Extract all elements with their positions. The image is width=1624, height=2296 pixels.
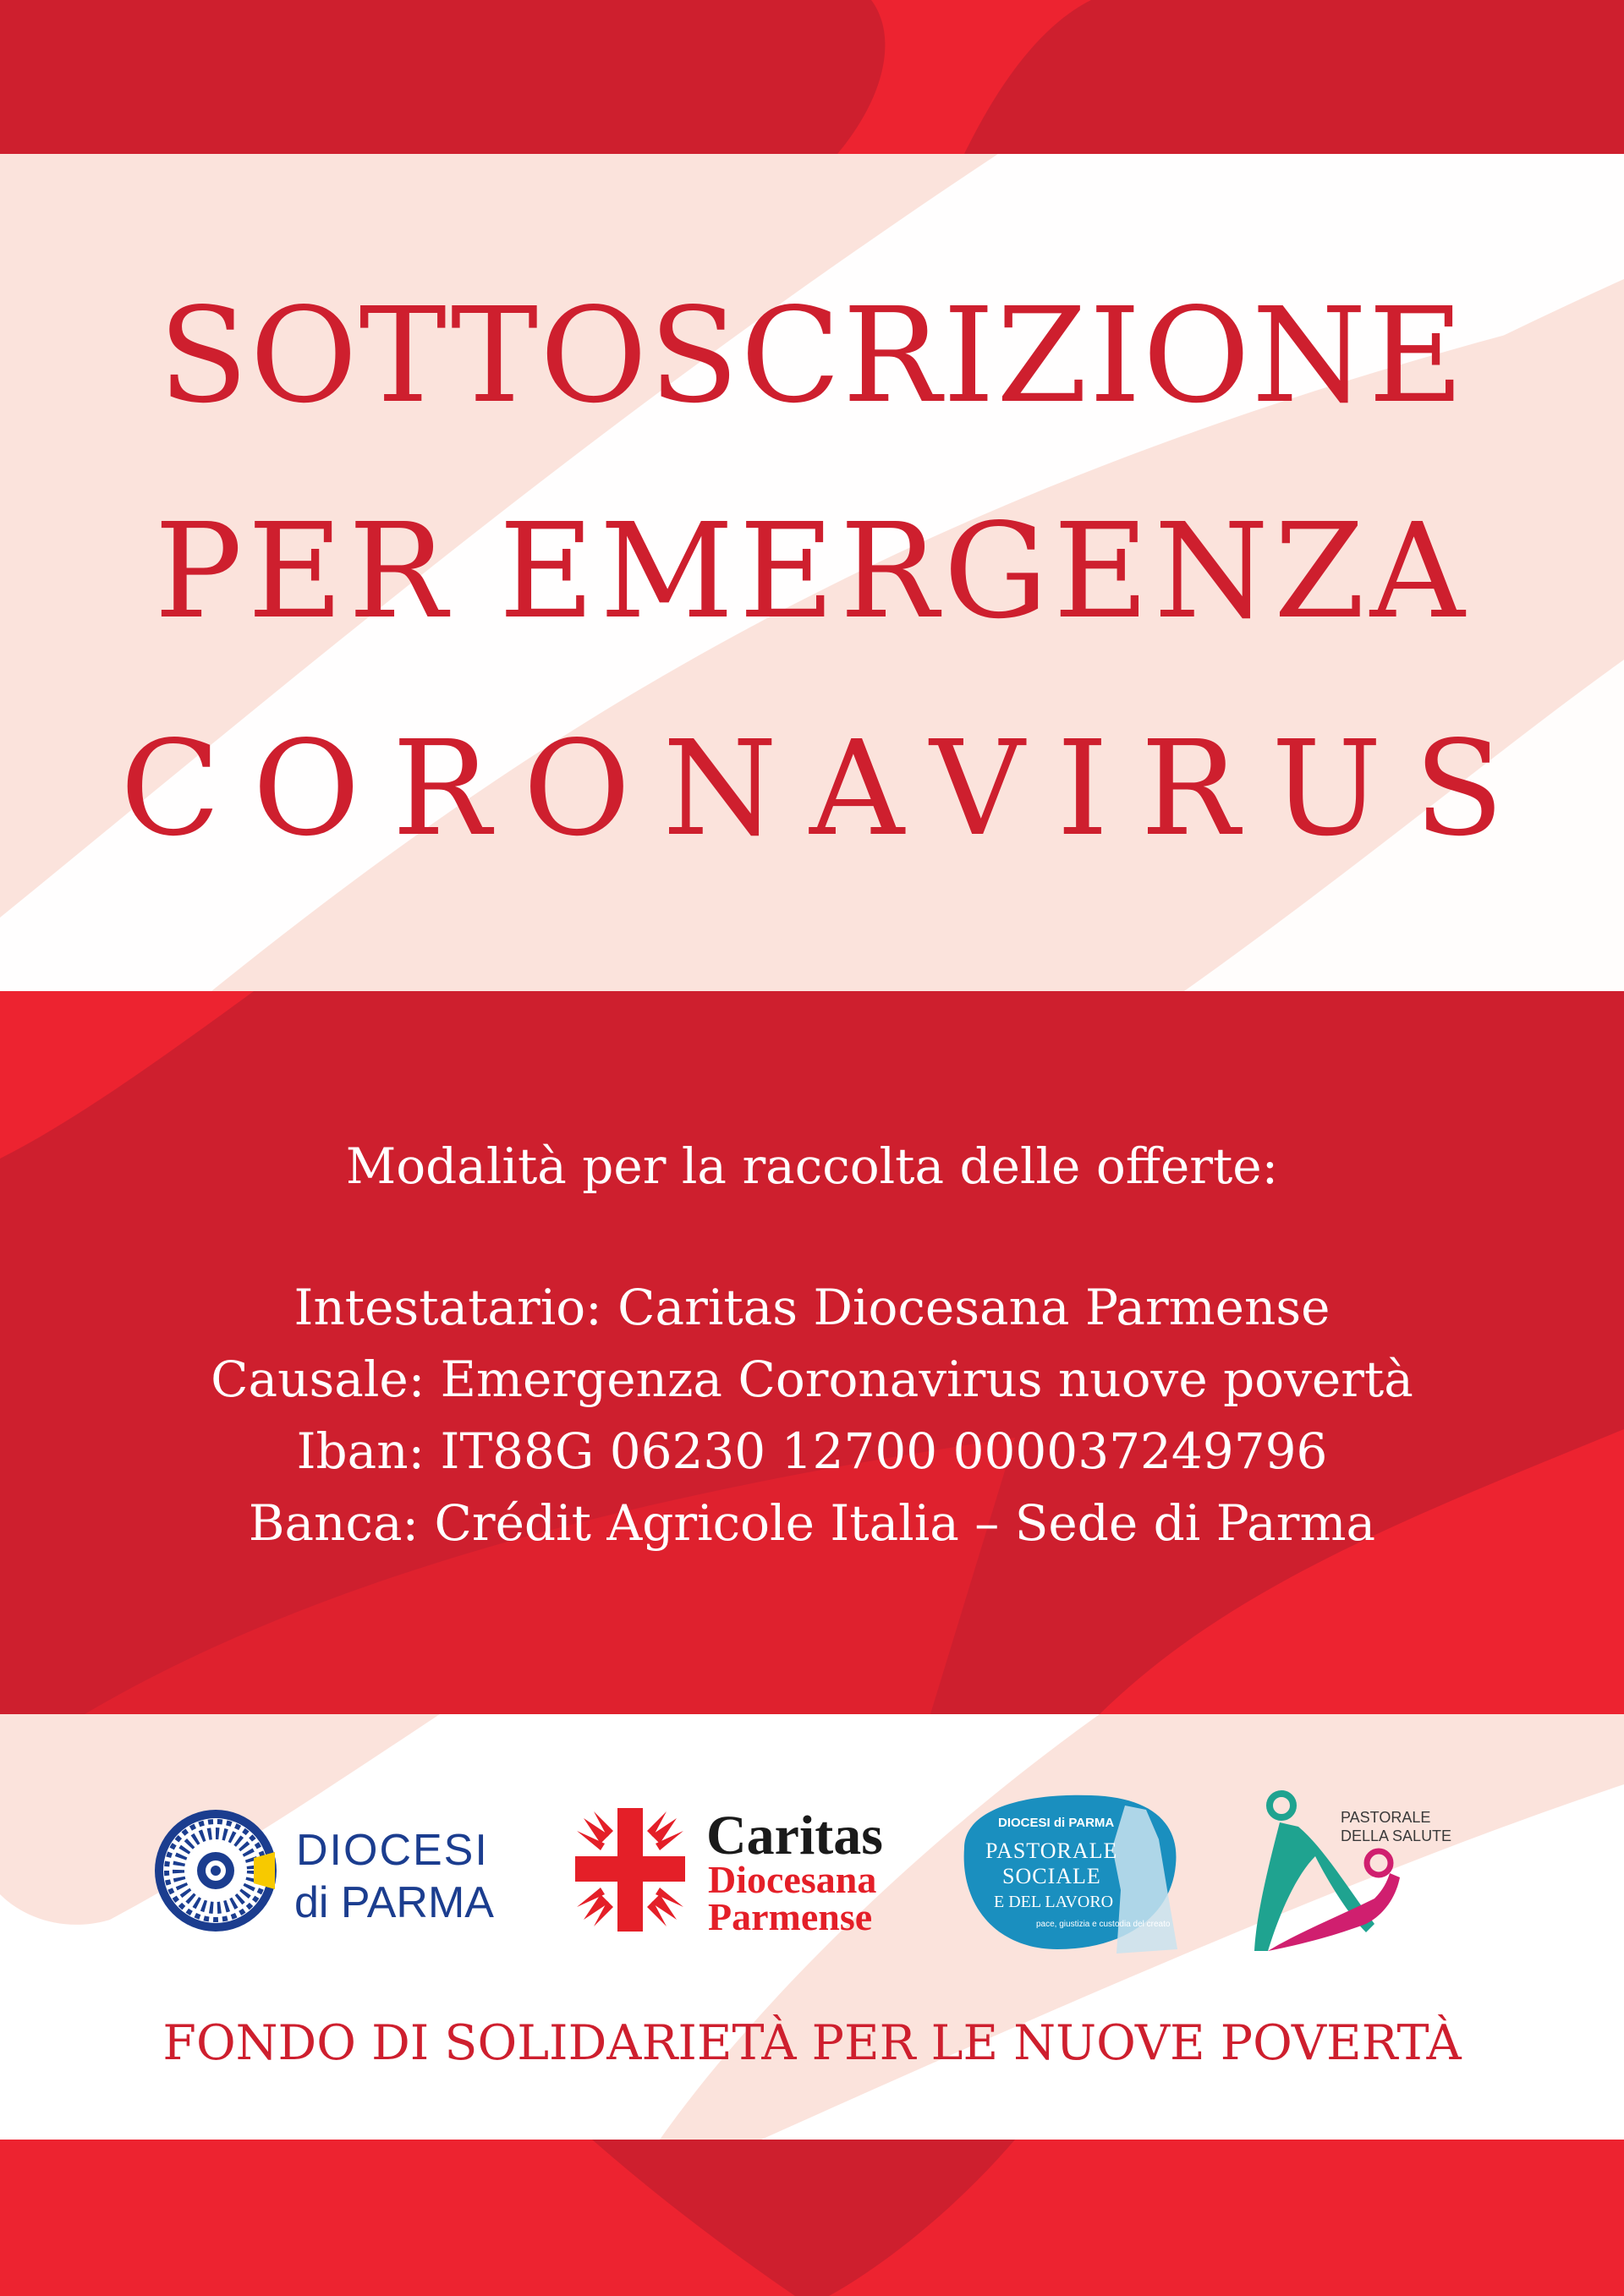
pastorale-sociale-logo (956, 1789, 1188, 1958)
diocesi-di-parma-logo (152, 1806, 524, 1937)
pastorale-salute-line1: PASTORALE (1341, 1809, 1431, 1826)
rose-window-icon (155, 1810, 277, 1932)
pastorale-sociale-motto: pace, giustizia e custodia del creato (1036, 1920, 1171, 1929)
caritas-line2: Diocesana (708, 1858, 877, 1901)
pastorale-salute-line2: DELLA SALUTE (1341, 1827, 1452, 1844)
iban[interactable]: Iban: IT88G 06230 12700 000037249796 (296, 1422, 1328, 1480)
pastorale-sociale-line1: PASTORALE (985, 1838, 1118, 1863)
payment-reason: Causale: Emergenza Coronavirus nuove povertà (211, 1351, 1413, 1408)
bank: Banca: Crédit Agricole Italia – Sede di Parma (248, 1494, 1376, 1552)
donation-intro: Modalità per la raccolta delle offerte: (345, 1137, 1279, 1195)
diocesi-line2: di PARMA (294, 1878, 494, 1927)
caritas-cross-icon (575, 1808, 685, 1932)
title-line-2: PER EMERGENZA (154, 495, 1470, 648)
pastorale-sociale-line2: SOCIALE (1002, 1864, 1101, 1888)
top-dark-shape-left (0, 0, 885, 154)
pastorale-sociale-line3: E DEL LAVORO (994, 1893, 1114, 1911)
caritas-line3: Parmense (708, 1895, 873, 1938)
caritas-logo (575, 1801, 897, 1941)
solidarity-fund-footer: FONDO DI SOLIDARIETÀ PER LE NUOVE POVERTÀ (162, 2015, 1462, 2071)
top-dark-shape-right (964, 0, 1624, 154)
title-line-3: CORONAVIRUS (120, 712, 1536, 865)
title-line-1: SOTTOSCRIZIONE (158, 279, 1466, 432)
diocesi-line1: DIOCESI (296, 1826, 489, 1875)
pastorale-salute-logo (1248, 1789, 1476, 1958)
account-holder: Intestatario: Caritas Diocesana Parmense (294, 1279, 1330, 1336)
pastorale-sociale-header: DIOCESI di PARMA (998, 1816, 1115, 1830)
caritas-line1: Caritas (706, 1805, 883, 1866)
